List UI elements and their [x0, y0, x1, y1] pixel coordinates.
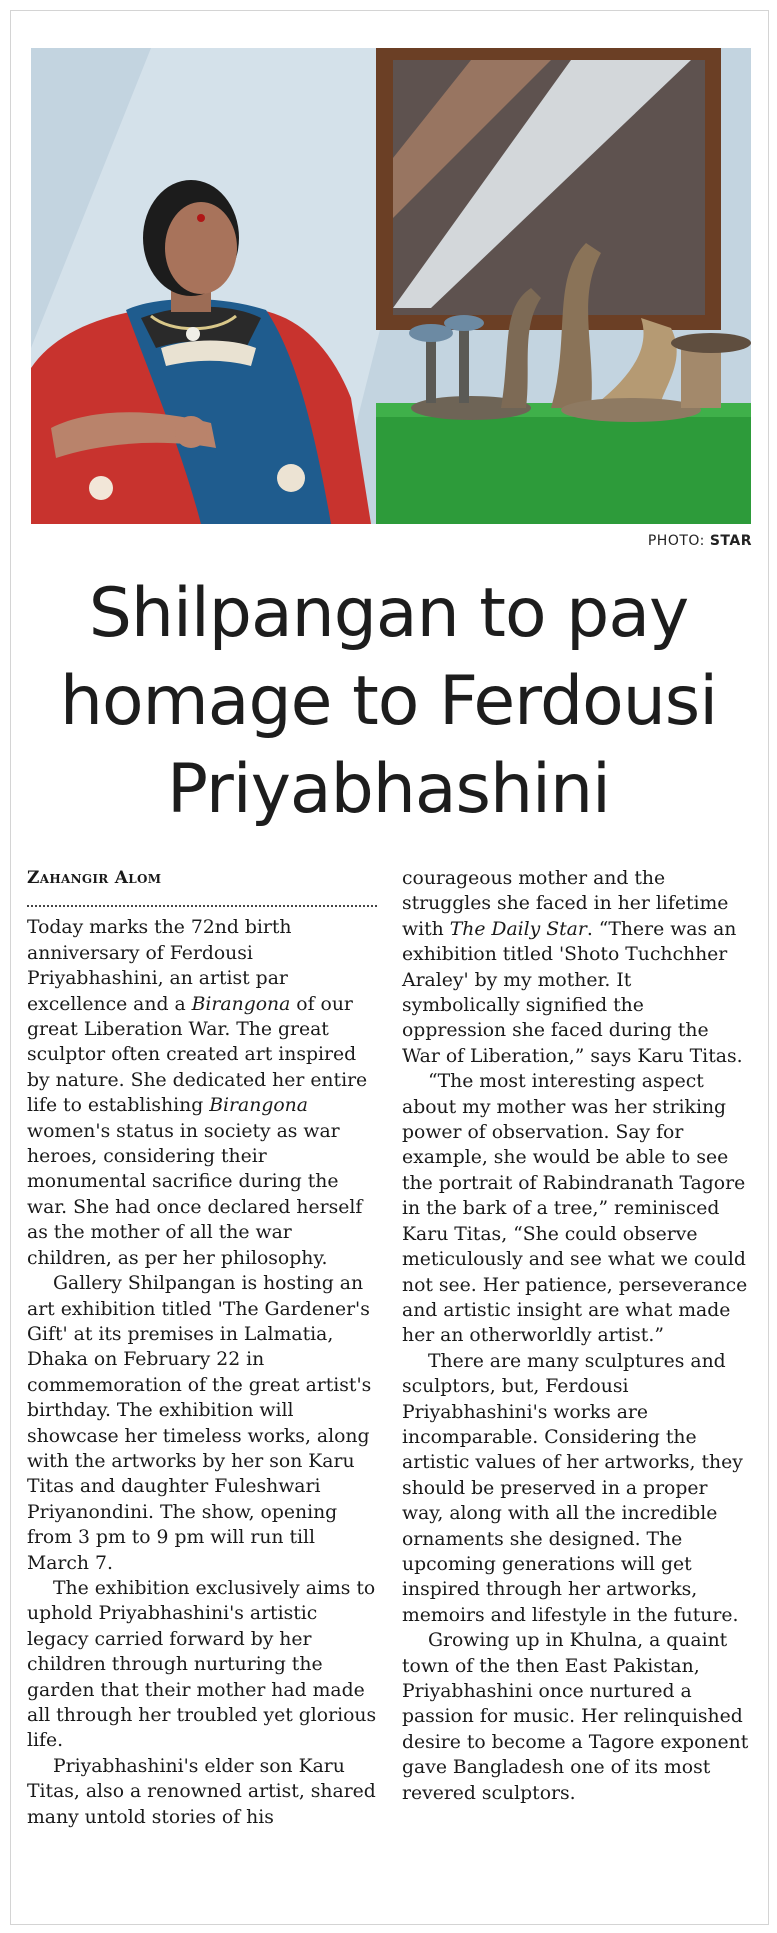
text-run: courageous mother and the struggles she faced in her lifetime with	[402, 868, 729, 940]
text-run: of our great Liberation War. The great sculptor often created art inspired by nature. She dedicated her entire life to establishing	[27, 993, 368, 1117]
paragraph-2: Gallery Shilpangan is hosting an art exhibition titled 'The Gardener's Gift' at its premises in Lalmatia, Dhaka on February 22 in commemoration of the great artist's birthday. The exhibition will showcase her timeless works, along with the artworks by her son Karu Titas and daughter Fuleshwari Priyanondini. The show, opening from 3 pm to 9 pm will run till March 7.	[27, 1273, 372, 1574]
text-run: . “There was an exhibition titled 'Shoto Tuchchher Araley' by my mother. It symbolically signified the oppression she faced during the War of Liberation,” says Karu Titas.	[402, 918, 743, 1067]
paragraph-7: Growing up in Khulna, a quaint town of the then East Pakistan, Priyabhashini once nurtured a passion for music. Her relinquished desire to become a Tagore exponent gave Bangladesh one of its most revered sculptors.	[402, 1630, 749, 1804]
italic-text: The Daily Star	[449, 918, 587, 940]
italic-text: Birangona	[191, 993, 291, 1015]
photo-illustration	[31, 48, 751, 524]
column-2	[402, 866, 752, 1806]
paragraph-6: There are many sculptures and sculptors, but, Ferdousi Priyabhashini's works are incomparable. Considering the artistic values of her artworks, they should be preserved in a proper way, along with all the incredible ornaments she designed. The upcoming generations will get inspired through her artworks, memoirs and lifestyle in the future.	[402, 1350, 743, 1626]
byline-divider	[27, 905, 377, 907]
paragraph-4-start: Priyabhashini's elder son Karu Titas, also a renowned artist, shared many untold stories of his	[27, 1755, 376, 1828]
text-run: women's status in society as war heroes, considering their monumental sacrifice during the war. She had once declared herself as the mother of all the war children, as per her philosophy.	[27, 1120, 363, 1269]
paragraph-5: “The most interesting aspect about my mother was her striking power of observation. Say for example, she would be able to see the portrait of Rabindranath Tagore in the bark of a tree,” reminisced Karu Titas, “She could observe meticulously and see what we could not see. Her patience, perseverance and artistic insight are what made her an otherworldly artist.”	[402, 1071, 748, 1347]
paragraph-3: The exhibition exclusively aims to uphold Priyabhashini's artistic legacy carried forward by her children through nurturing the garden that their mother had made all through her troubled yet glorious life.	[27, 1577, 377, 1752]
article-photo	[31, 48, 751, 524]
text-run: Today marks the 72nd birth anniversary of Ferdousi Priyabhashini, an artist par excellence and a	[27, 917, 292, 1015]
headline: Shilpangan to pay homage to Ferdousi Priyabhashini	[59, 574, 718, 829]
paragraph-1	[27, 915, 382, 1271]
photo-credit: PHOTO: STAR	[647, 533, 752, 549]
column-1	[27, 862, 382, 1830]
byline: Zahangir Alom	[27, 868, 162, 888]
paragraph-4-continued	[402, 866, 752, 1069]
italic-text: Birangona	[209, 1095, 308, 1117]
